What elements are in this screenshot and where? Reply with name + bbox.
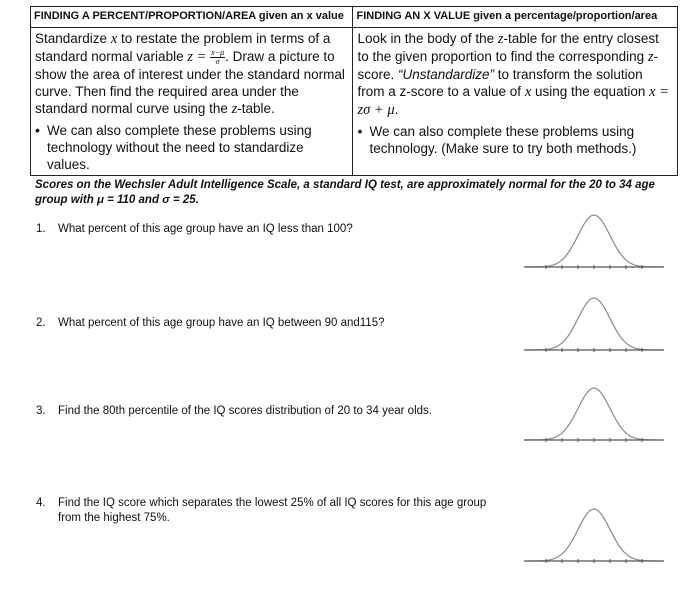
text-run: to restate the problem in terms of a standard normal variable <box>35 31 331 64</box>
z-formula-fraction <box>210 49 225 66</box>
text-run: using the equation <box>531 84 650 99</box>
question-text: What percent of this age group have an IQ between 90 and115? <box>58 317 385 329</box>
question-number: 1. <box>36 223 46 235</box>
table-header-row <box>31 7 678 28</box>
fraction-denominator: σ <box>215 56 220 66</box>
technology-bullet <box>35 122 348 173</box>
table-body-row <box>31 28 678 176</box>
question-number: 3. <box>36 405 46 417</box>
question-number: 2. <box>36 317 46 329</box>
text-run: . Draw a picture to show the area of interest under the standard normal curve. Then find the required area under the standard normal curve using the <box>35 49 345 116</box>
question-text: Find the 80th percentile of the IQ scores distribution of 20 to 34 year olds. <box>58 405 432 417</box>
question-4 <box>36 496 506 526</box>
bell-curve <box>526 388 662 440</box>
question-1 <box>36 222 506 237</box>
text-run: to transform the solution from a z-score to a value of <box>357 67 643 99</box>
question-number: 4. <box>36 497 46 509</box>
right-cell <box>353 28 678 176</box>
bullet-text: We can also complete these problems using technology without the need to standardize values. <box>47 123 312 172</box>
normal-curve-sketch-4 <box>524 503 664 567</box>
fraction-numerator: x−μ <box>211 47 225 57</box>
question-text: What percent of this age group have an IQ less than 100? <box>58 223 353 235</box>
text-run: -table for the entry closest to the given proportion to find the corresponding <box>357 31 659 64</box>
bell-curve <box>526 215 662 267</box>
question-3 <box>36 404 506 419</box>
text-run: -table. <box>237 101 275 116</box>
bell-curve <box>526 298 662 350</box>
normal-curve-sketch-3 <box>524 382 664 446</box>
math-var-x: x <box>524 84 532 100</box>
technology-bullet <box>357 123 673 157</box>
math-var-z: z <box>497 31 504 47</box>
text-run: -score. <box>357 49 659 82</box>
normal-curve-sketch-1 <box>524 209 664 273</box>
bullet-dot: • <box>357 123 363 139</box>
math-z-equals: z = <box>187 49 207 65</box>
problem-intro: Scores on the Wechsler Adult Intelligence Scale, a standard IQ test, are approximately normal for the 20 to 34 age group with μ = 110 and σ = 25. <box>35 179 655 206</box>
reference-table <box>30 6 678 176</box>
text-run: Standardize <box>35 31 111 46</box>
math-var-x: x <box>110 31 118 47</box>
math-var-z: z <box>647 49 654 65</box>
left-cell <box>31 28 353 176</box>
math-var-z: z <box>231 101 238 117</box>
standardize-paragraph <box>35 30 348 118</box>
unstandardize-paragraph <box>357 30 673 119</box>
bell-curve <box>526 509 662 561</box>
text-run: . <box>394 102 399 117</box>
question-text: Find the IQ score which separates the lowest 25% of all IQ scores for this age group from the highest 75%. <box>58 497 487 524</box>
normal-curve-sketch-2 <box>524 292 664 356</box>
unstandardize-quote: “Unstandardize” <box>398 67 495 82</box>
header-finding-x-value: FINDING AN X VALUE given a percentage/proportion/area <box>353 7 678 28</box>
bullet-dot: • <box>35 122 40 138</box>
bullet-text: We can also complete these problems using technology. (Make sure to try both methods.) <box>369 124 637 156</box>
text-run: Look in the body of the <box>357 31 498 46</box>
header-finding-percent: FINDING A PERCENT/PROPORTION/AREA given an x value <box>31 7 353 28</box>
question-2 <box>36 316 506 331</box>
math-x-equation: x = zσ + μ <box>357 84 669 118</box>
